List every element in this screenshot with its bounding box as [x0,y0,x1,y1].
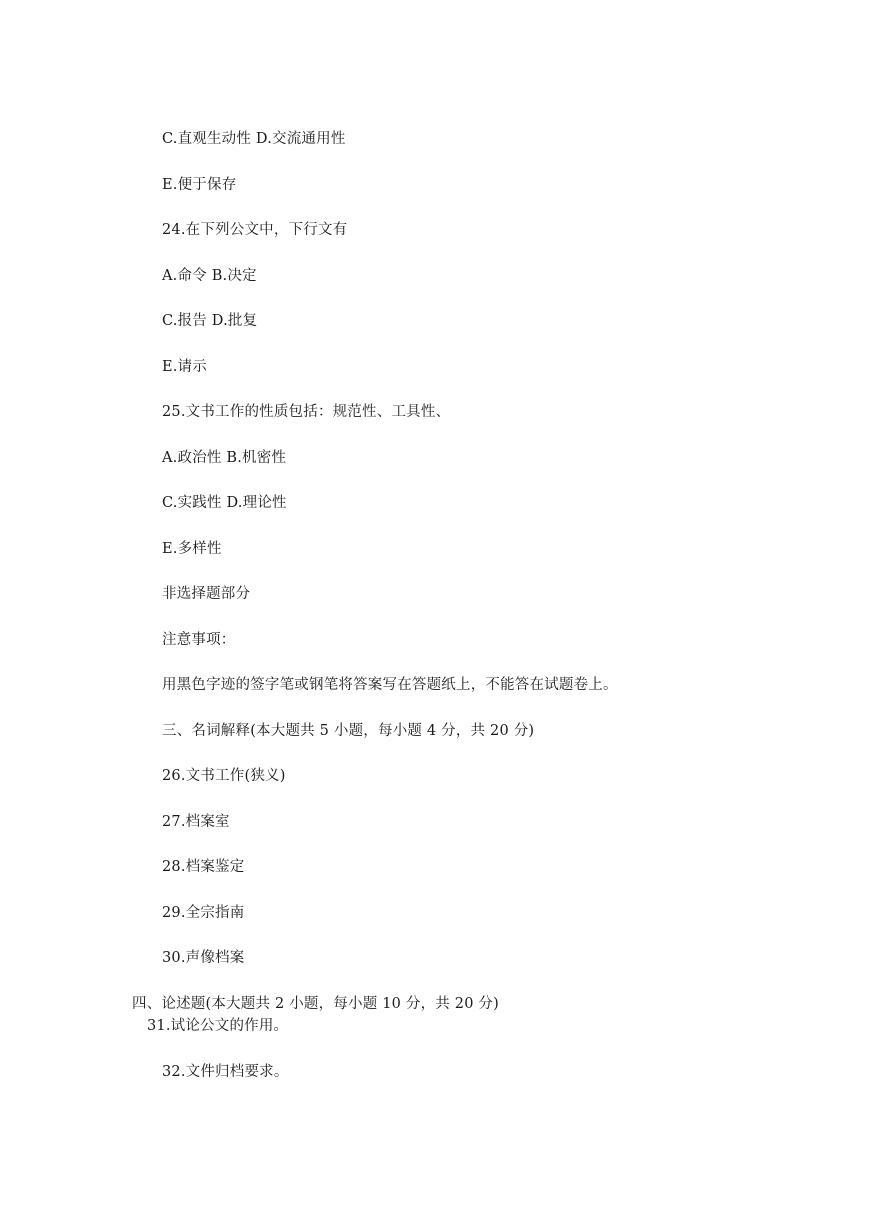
question-27: 27.档案室 [162,814,230,830]
option-line-c-d-q24: C.报告 D.批复 [162,313,258,329]
option-line-a-b-q25: A.政治性 B.机密性 [162,450,287,466]
notice-heading: 注意事项： [162,632,236,648]
question-28: 28.档案鉴定 [162,859,245,875]
notice-text: 用黑色字迹的签字笔或钢笔将答案写在答题纸上，不能答在试题卷上。 [162,677,618,693]
option-line-a-b-q24: A.命令 B.决定 [162,268,257,284]
option-line-e-q24: E.请示 [162,359,207,375]
section-heading-4: 四、论述题(本大题共 2 小题，每小题 10 分，共 20 分) [132,996,499,1012]
question-30: 30.声像档案 [162,950,245,966]
section-heading-3: 三、名词解释(本大题共 5 小题，每小题 4 分，共 20 分) [162,723,535,739]
question-24: 24.在下列公文中，下行文有 [162,222,348,238]
option-line-e-q23: E.便于保存 [162,177,237,193]
option-line-c-d-q23: C.直观生动性 D.交流通用性 [162,131,346,147]
question-26: 26.文书工作(狭义) [162,768,286,784]
question-25: 25.文书工作的性质包括：规范性、工具性、 [162,404,451,420]
section-heading-non-choice: 非选择题部分 [162,586,251,602]
question-32: 32.文件归档要求。 [162,1064,289,1080]
option-line-c-d-q25: C.实践性 D.理论性 [162,495,287,511]
question-29: 29.全宗指南 [162,905,245,921]
option-line-e-q25: E.多样性 [162,541,222,557]
question-31: 31.试论公文的作用。 [147,1018,289,1034]
